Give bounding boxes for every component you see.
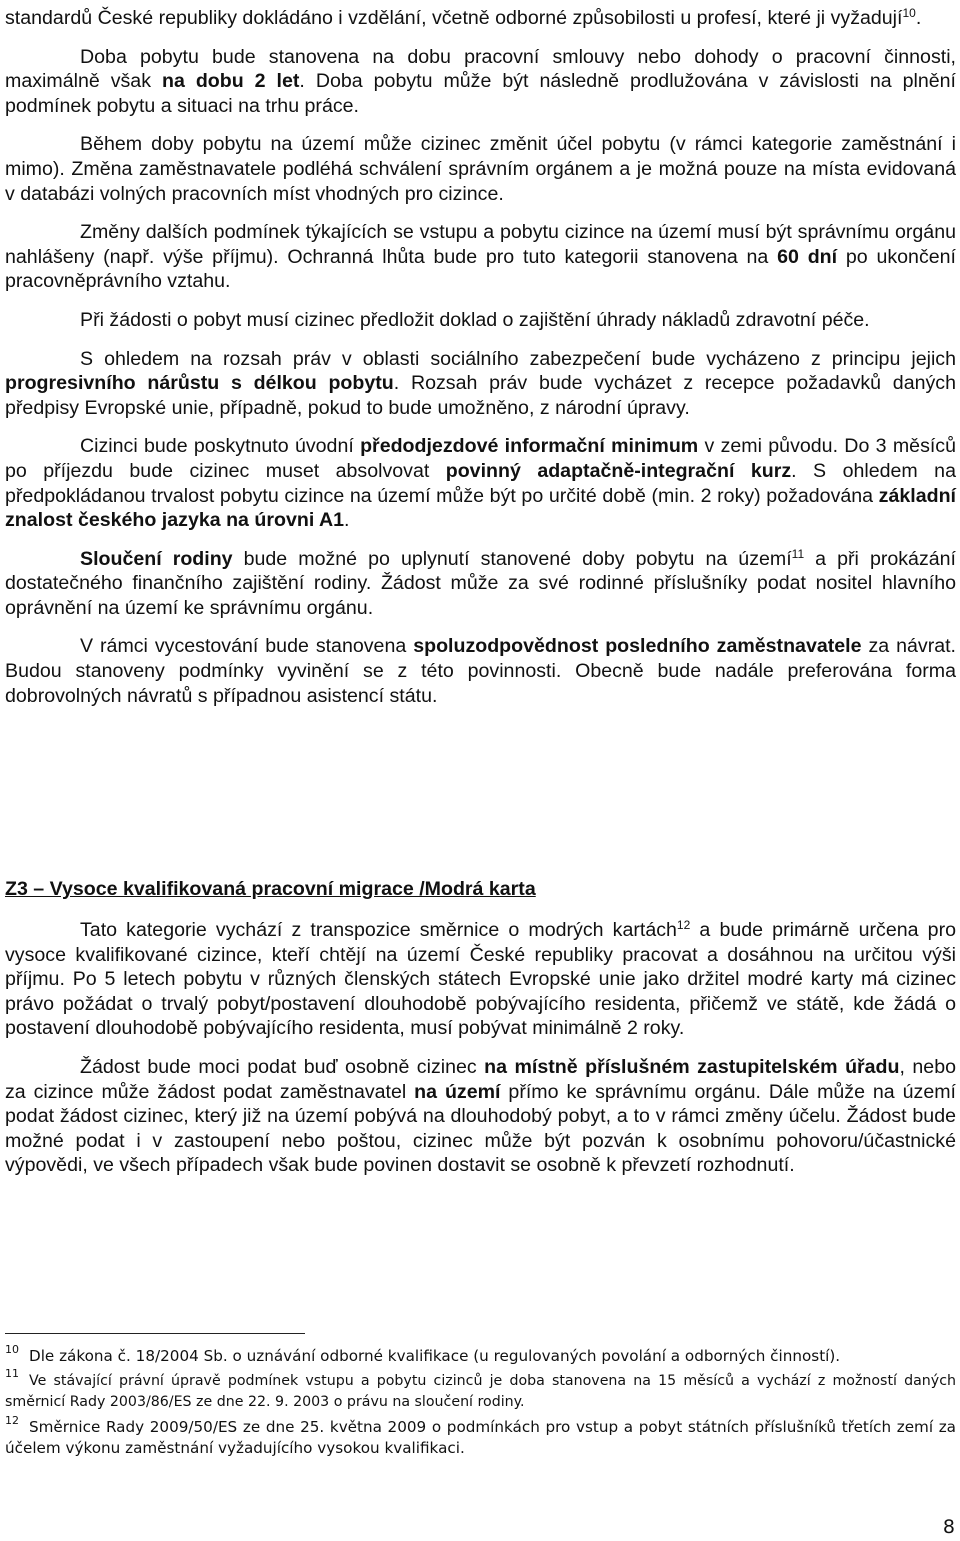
footnote-ref-10[interactable]: 10 xyxy=(902,6,916,20)
emphasis-text: Sloučení rodiny xyxy=(80,547,233,570)
paragraph-text: Změna zaměstnavatele podléhá schválení správním orgánem a je možná pouze na místa evidovaná v databázi volných pracovních míst vhodných pro cizince. xyxy=(5,157,956,205)
paragraph-text: Doba pobytu bude stanovena na dobu pracovní smlouvy nebo dohody o pracovní činnosti, maximálně však xyxy=(5,45,956,93)
paragraph-text: standardů České republiky dokládáno i vzdělání, včetně odborné způsobilosti u profesí, které ji vyžadují xyxy=(5,7,903,29)
paragraph-text: V rámci vycestování bude stanovena xyxy=(80,635,414,658)
emphasis-text: na místně příslušném zastupitelském úřadu xyxy=(484,1055,900,1078)
emphasis-text: spoluzodpovědnost posledního zaměstnavatele xyxy=(413,635,862,658)
page-number: 8 xyxy=(942,1516,955,1538)
emphasis-text: základní znalost českého jazyka na úrovni A1 xyxy=(5,484,956,532)
body-text-section xyxy=(5,918,956,1178)
paragraph-text: po ukončení pracovněprávního vztahu. xyxy=(5,245,956,293)
footnote-text: Směrnice Rady 2009/50/ES ze dne 25. května 2009 o podmínkách pro vstup a pobyt státních příslušníků třetích zemí za účelem výkonu zaměstnání vyžadujícího vysokou kvalifikaci. xyxy=(5,1418,956,1457)
paragraph-text: Změny dalších podmínek týkajících se vstupu a pobytu cizince na území musí být správnímu orgánu nahlášeny (např. výše příjmu). xyxy=(5,221,956,268)
paragraph-6 xyxy=(5,347,956,421)
paragraph-text: Při žádosti o pobyt musí cizinec předložit doklad o zajištění úhrady nákladů zdravotní péče. xyxy=(80,308,870,331)
paragraph-2 xyxy=(5,45,956,119)
paragraph-text: Žádost bude moci podat buď osobně cizinec xyxy=(80,1055,485,1078)
footnote-number: 12 xyxy=(5,1414,19,1427)
paragraph-5 xyxy=(5,308,956,333)
paragraph-9 xyxy=(5,634,956,708)
footnote-number: 11 xyxy=(5,1367,19,1380)
paragraph-1: standardů České republiky dokládáno i vzdělání, včetně odborné způsobilosti u profesí, které ji vyžadují$^{10}$. xyxy=(5,6,922,29)
paragraph-text: . Doba pobytu může být následně prodlužována v závislosti na plnění podmínek pobytu a situaci na trhu práce. xyxy=(5,70,956,117)
emphasis-text: na území xyxy=(414,1080,501,1103)
footnote-10 xyxy=(5,1343,956,1367)
section-heading: Z3 – Vysoce kvalifikovaná pracovní migrace /Modrá karta xyxy=(5,878,536,900)
emphasis-text: povinný adaptačně-integrační kurz xyxy=(445,459,792,482)
paragraph-text: za návrat. Budou stanoveny podmínky vyvinění se z této povinnosti. Obecně bude nadále preferována forma dobrovolných návratů s případnou asistencí státu. xyxy=(5,635,956,707)
paragraph-text: Během doby pobytu na území může cizinec změnit účel pobytu (v rámci kategorie zaměstnání i mimo). xyxy=(5,133,956,180)
footnote-ref-12[interactable]: 12 xyxy=(676,918,691,932)
paragraph-text: , nebo za cizince může žádost podat zaměstnavatel xyxy=(5,1055,956,1103)
paragraph-text: S ohledem na rozsah práv v oblasti sociálního zabezpečení bude vycházeno z principu jejich xyxy=(80,347,956,370)
emphasis-text: na dobu 2 let xyxy=(161,70,300,93)
paragraph-3 xyxy=(5,132,956,206)
section-paragraph-1 xyxy=(5,918,956,1041)
section-paragraph-2 xyxy=(5,1055,956,1178)
footnote-12 xyxy=(5,1414,956,1459)
footnote-text: Dle zákona č. 18/2004 Sb. o uznávání odborné kvalifikace (u regulovaných povolání a odborných činností). xyxy=(29,1347,841,1365)
paragraph-8 xyxy=(5,547,956,621)
footnote-number: 10 xyxy=(5,1343,19,1356)
paragraph-text: a bude primárně určena pro vysoce kvalifikované cizince, kteří chtějí na území České republiky pracovat a dosáhnou na určitou výši příjmu. Po 5 letech pobytu v různých členských státech Evropské unie jako držitel modré karty má cizinec právo požádat o trvalý pobyt/postavení dlouhodobě pobývajícího residenta, přičemž ve státě, kde žádá o postavení dlouhodobě pobývajícího residenta, musí pobývat minimálně 2 roky. xyxy=(5,919,956,1040)
paragraph-text: přímo ke správnímu orgánu. Dále může na území podat žádost cizinec, který již na území pobývá na dlouhodobý pobyt, a to v rámci změny účelu. Žádost bude možné podat i v zastoupení nebo poštou, cizinec může být pozván k osobnímu pohovoru/účastnické výpovědi, ve všech případech však bude povinen dostavit se osobně k převzetí rozhodnutí. xyxy=(5,1080,956,1177)
paragraph-7 xyxy=(5,434,956,532)
footnote-text: Ve stávající právní úpravě podmínek vstupu a pobytu cizinců je doba stanovena na 15 měsíců a vychází z možností daných směrnicí Rady 2003/86/ES ze dne 22. 9. 2003 o právu na sloučení rodiny. xyxy=(5,1373,956,1410)
footnote-divider xyxy=(5,1333,305,1334)
paragraph-text: Cizinci bude poskytnuto úvodní xyxy=(80,435,361,458)
paragraph-text: . Rozsah práv bude vycházet z recepce požadavků daných předpisy Evropské unie, případně, pokud to bude umožněno, z národní úpravy. xyxy=(5,372,956,419)
paragraph-4 xyxy=(5,220,956,294)
footnote-11 xyxy=(5,1367,956,1413)
paragraph-text: . xyxy=(344,509,350,532)
paragraph-text: . S ohledem na předpokládanou trvalost pobytu cizince na území může být po určité době (min. 2 roky) požadována xyxy=(5,459,956,507)
footnotes xyxy=(5,1343,956,1463)
emphasis-text: 60 dní xyxy=(777,245,838,268)
emphasis-text: progresivního nárůstu s délkou pobytu xyxy=(5,372,394,395)
emphasis-text: předodjezdové informační minimum xyxy=(360,435,699,458)
body-text-top xyxy=(5,6,956,708)
paragraph-text: Tato kategorie vychází z transpozice směrnice o modrých kartách xyxy=(80,919,677,941)
paragraph-text: a při prokázání dostatečného finančního zajištění rodiny. Žádost může za své rodinné příslušníky podat nositel hlavního oprávnění na území ke správnímu orgánu. xyxy=(5,547,956,619)
paragraph-text: bude možné po uplynutí stanovené doby pobytu na území xyxy=(232,547,792,570)
footnote-ref-11[interactable]: 11 xyxy=(791,546,805,561)
paragraph-text: Ochranná lhůta bude pro tuto kategorii stanovena na xyxy=(287,245,778,268)
paragraph-text: v zemi původu. Do 3 měsíců po příjezdu bude cizinec muset absolvovat xyxy=(5,435,957,482)
